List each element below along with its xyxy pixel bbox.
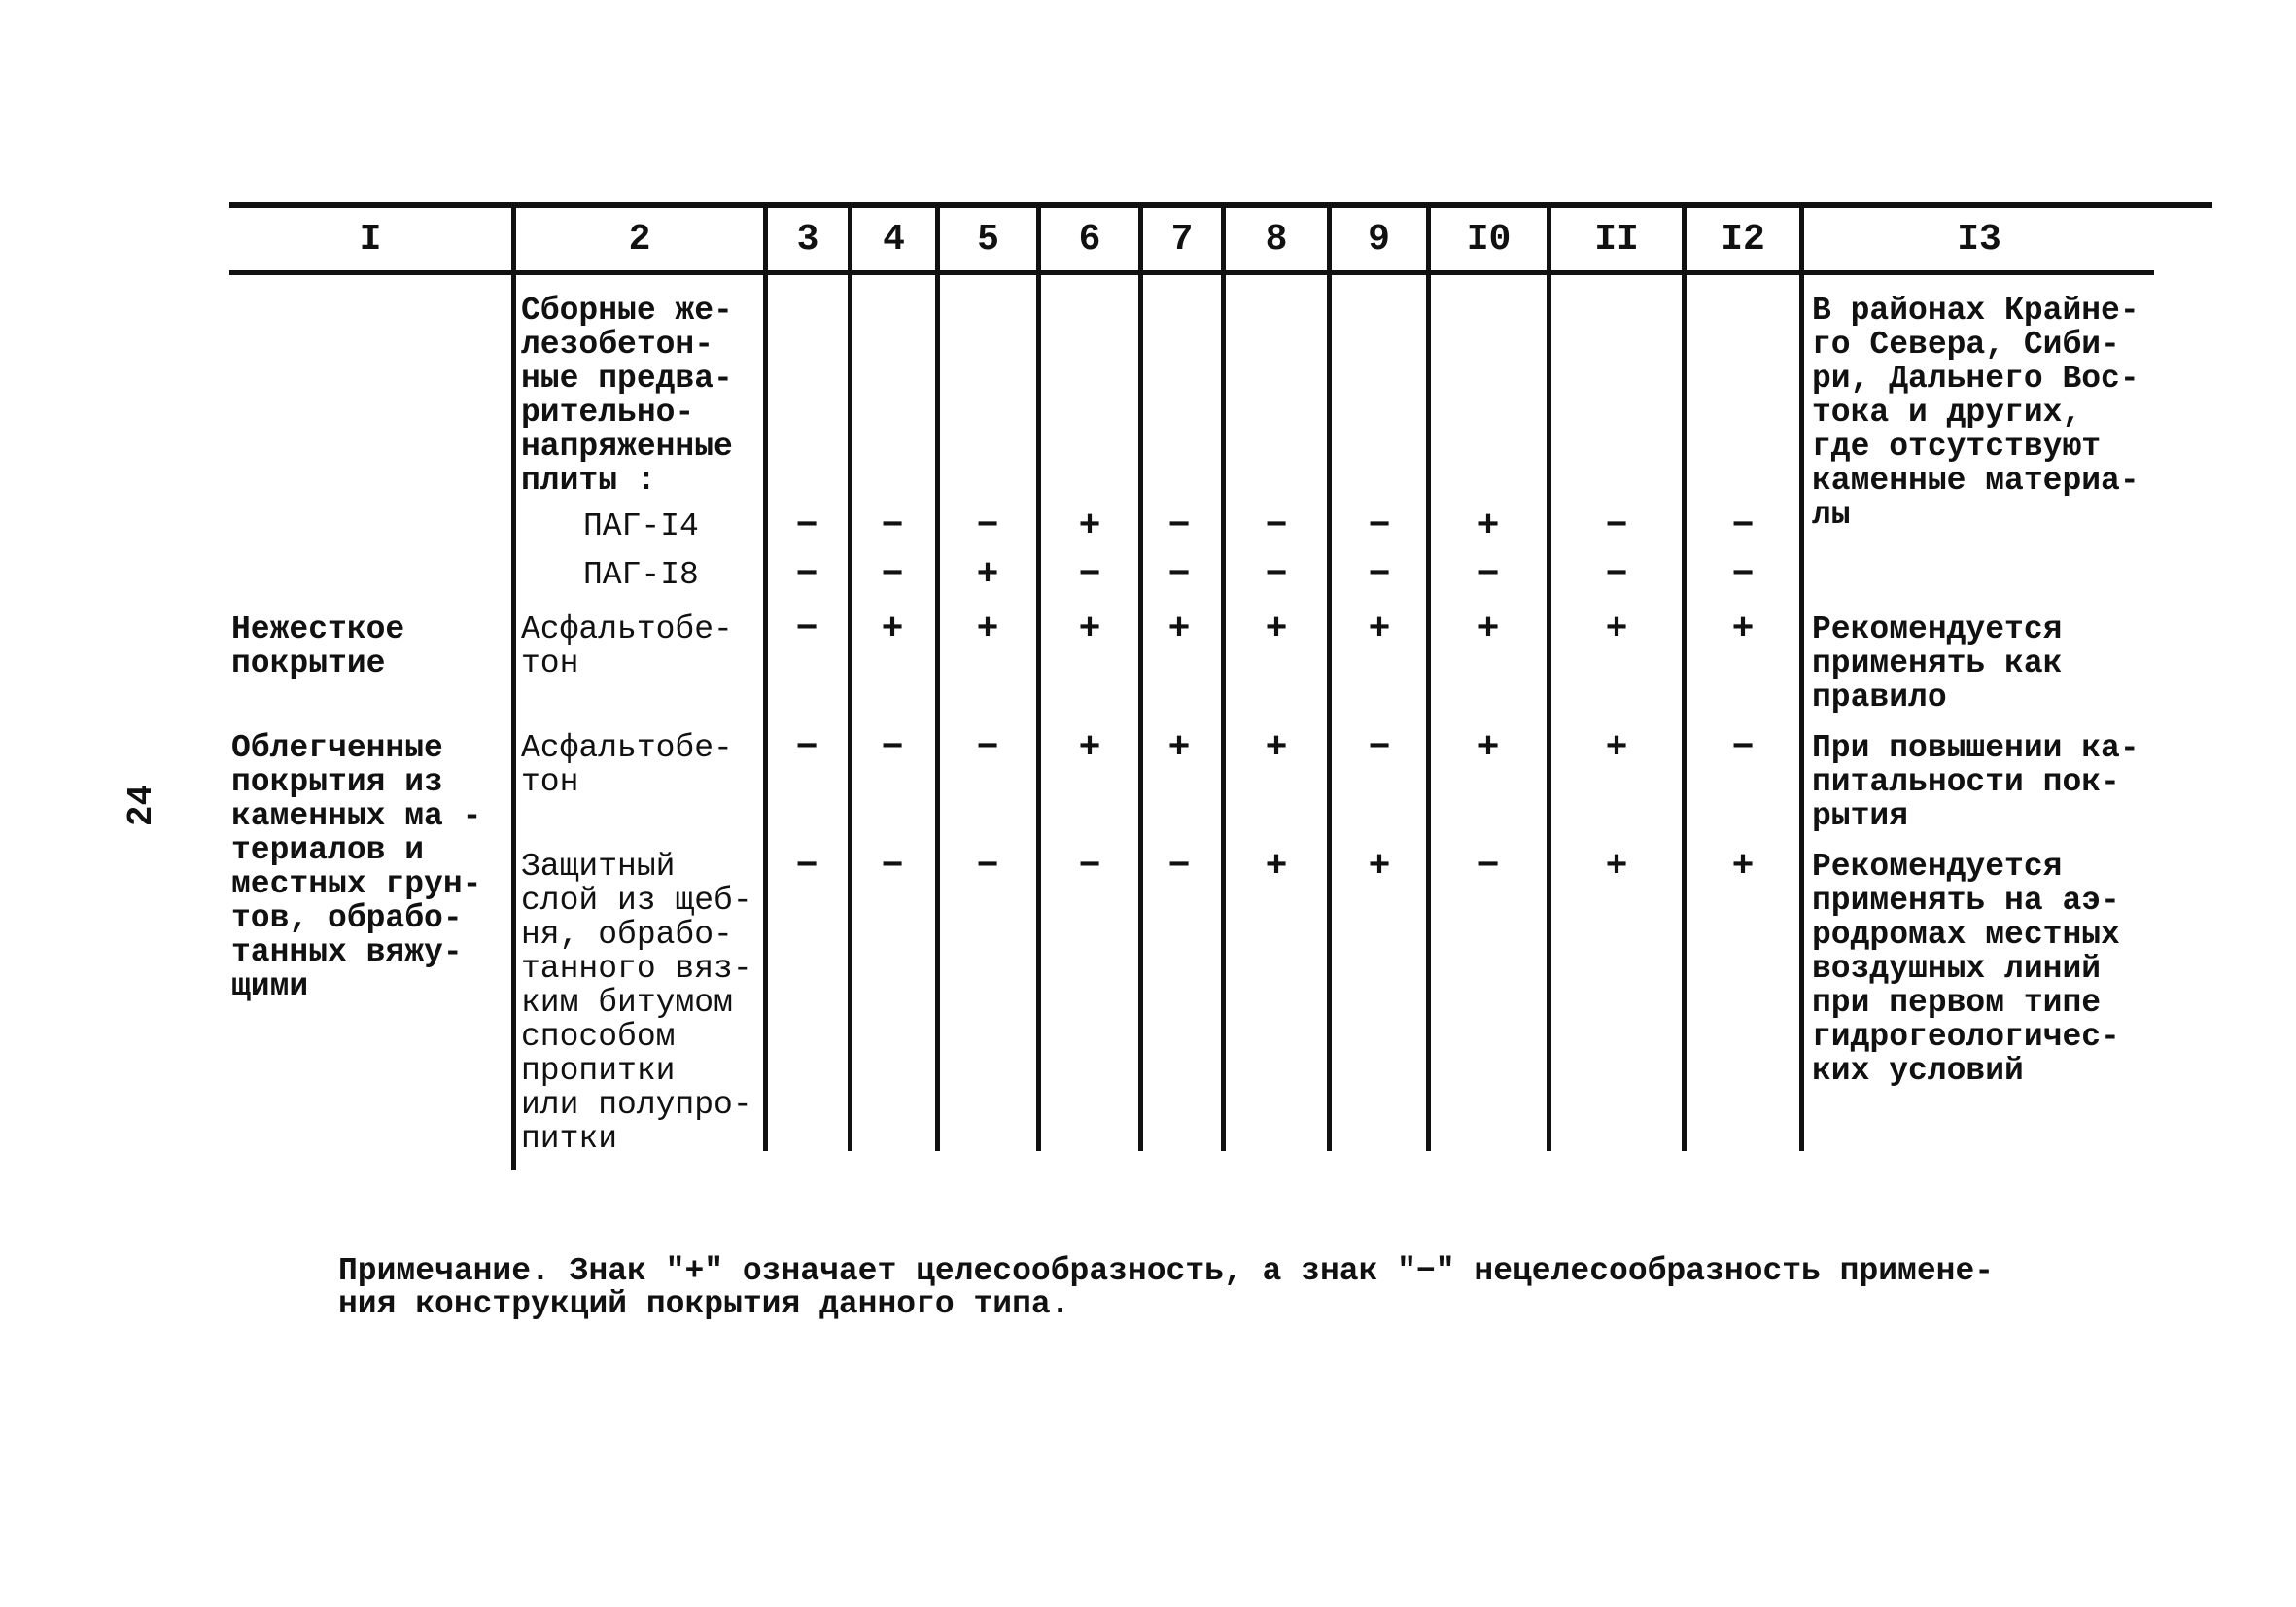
row-5-remark: Рекомендуется применять на аэ- родромах местных воздушных линий при первом типе гидрогеологичес- ких условий [1812, 849, 2120, 1089]
row-2-description: ПАГ-I8 [583, 557, 699, 593]
row-5-mark-col-4: − [881, 846, 904, 888]
header-cell-1: I [359, 218, 382, 261]
header-cell-5: 5 [977, 218, 999, 261]
header-cell-6: 6 [1078, 218, 1101, 261]
row-5-mark-col-5: − [976, 846, 999, 888]
row-1-mark-col-6: + [1078, 506, 1101, 547]
column-rule [1799, 208, 1804, 1151]
page-number: 24 [122, 784, 162, 827]
row-4-mark-col-10: + [1477, 727, 1500, 769]
row-5-mark-col-8: + [1265, 846, 1288, 888]
row-4-mark-col-11: + [1605, 727, 1628, 769]
header-cell-7: 7 [1170, 218, 1194, 261]
row-3-mark-col-9: + [1368, 609, 1391, 650]
row-3-description: Асфальтобе- тон [521, 611, 733, 681]
column-rule [1221, 208, 1226, 1151]
header-cell-13: I3 [1957, 218, 2001, 261]
row-1-mark-col-7: − [1167, 506, 1191, 547]
header-cell-3: 3 [796, 218, 819, 261]
row-5-mark-col-11: + [1605, 846, 1628, 888]
row-2-mark-col-3: − [795, 554, 818, 596]
row-1-mark-col-5: − [976, 506, 999, 547]
footnote: Примечание. Знак "+" означает целесообразность, а знак "−" нецелесообразность примене- ния конструкций покрытия данного типа. [338, 1253, 1995, 1322]
row-2-mark-col-9: − [1368, 554, 1391, 596]
column-rule [935, 208, 940, 1151]
row-4-description: Асфальтобе- тон [521, 730, 733, 800]
row-2-mark-col-7: − [1167, 554, 1191, 596]
row-1-mark-col-8: − [1265, 506, 1288, 547]
column-rule [1036, 208, 1041, 1151]
row-4-mark-col-8: + [1265, 727, 1288, 769]
row-1-mark-col-12: − [1731, 506, 1755, 547]
header-cell-12: I2 [1721, 218, 1765, 261]
row-1-mark-col-4: − [881, 506, 904, 547]
header-cell-8: 8 [1265, 218, 1288, 261]
row-2-mark-col-12: − [1731, 554, 1755, 596]
row-1-mark-col-9: − [1368, 506, 1391, 547]
header-cell-9: 9 [1368, 218, 1390, 261]
row-5-mark-col-7: − [1167, 846, 1191, 888]
row-4-mark-col-4: − [881, 727, 904, 769]
row-0-description: Сборные же- лезобетон- ные предва- рительно- напряженные плиты : [521, 293, 733, 499]
column-rule [1547, 208, 1551, 1151]
row-3-mark-col-5: + [976, 609, 999, 650]
row-4-mark-col-7: + [1167, 727, 1191, 769]
row-1-description: ПАГ-I4 [583, 508, 699, 544]
row-4-mark-col-3: − [795, 727, 818, 769]
row-3-mark-col-3: − [795, 609, 818, 650]
row-2-mark-col-11: − [1605, 554, 1628, 596]
row-2-mark-col-6: − [1078, 554, 1101, 596]
row-3-mark-col-4: + [881, 609, 904, 650]
row-4-mark-col-5: − [976, 727, 999, 769]
row-3-mark-col-8: + [1265, 609, 1288, 650]
row-0-remark: В районах Крайне- го Севера, Сиби- ри, Дальнего Вос- тока и других, где отсутствуют каменные материа- лы [1812, 293, 2139, 533]
row-4-mark-col-9: − [1368, 727, 1391, 769]
row-3-mark-col-11: + [1605, 609, 1628, 650]
header-cell-4: 4 [883, 218, 905, 261]
row-3-pavement-type: Нежесткое покрытие [231, 611, 405, 681]
row-3-mark-col-12: + [1731, 609, 1755, 650]
row-3-remark: Рекомендуется применять как правило [1812, 611, 2063, 716]
column-rule [1682, 208, 1687, 1151]
column-rule [848, 208, 852, 1151]
row-5-description: Защитный слой из щеб- ня, обрабо- танного вяз- ким битумом способом пропитки или полупро- питки [521, 849, 752, 1157]
row-2-mark-col-5: + [976, 554, 999, 596]
row-3-mark-col-10: + [1477, 609, 1500, 650]
row-5-mark-col-3: − [795, 846, 818, 888]
column-rule [1426, 208, 1431, 1151]
header-cell-2: 2 [628, 218, 651, 261]
row-4-pavement-type: Облегченные покрытия из каменных ма - териалов и местных грун- тов, обрабо- танных вяжу- щими [231, 730, 482, 1004]
row-5-mark-col-9: + [1368, 846, 1391, 888]
row-4-mark-col-12: − [1731, 727, 1755, 769]
column-rule [1138, 208, 1143, 1151]
row-2-mark-col-10: − [1477, 554, 1500, 596]
row-4-mark-col-6: + [1078, 727, 1101, 769]
row-2-mark-col-4: − [881, 554, 904, 596]
row-5-mark-col-10: − [1477, 846, 1500, 888]
row-4-remark: При повышении ка- питальности пок- рытия [1812, 730, 2139, 834]
row-1-mark-col-3: − [795, 506, 818, 547]
row-1-mark-col-10: + [1477, 506, 1500, 547]
header-cell-11: II [1594, 218, 1639, 261]
column-rule [1327, 208, 1332, 1151]
row-1-mark-col-11: − [1605, 506, 1628, 547]
row-3-mark-col-6: + [1078, 609, 1101, 650]
row-3-mark-col-7: + [1167, 609, 1191, 650]
row-5-mark-col-6: − [1078, 846, 1101, 888]
row-2-mark-col-8: − [1265, 554, 1288, 596]
column-rule [511, 208, 516, 1170]
table-header-rule [229, 270, 2154, 275]
row-5-mark-col-12: + [1731, 846, 1755, 888]
column-rule [763, 208, 768, 1151]
header-cell-10: I0 [1466, 218, 1512, 261]
